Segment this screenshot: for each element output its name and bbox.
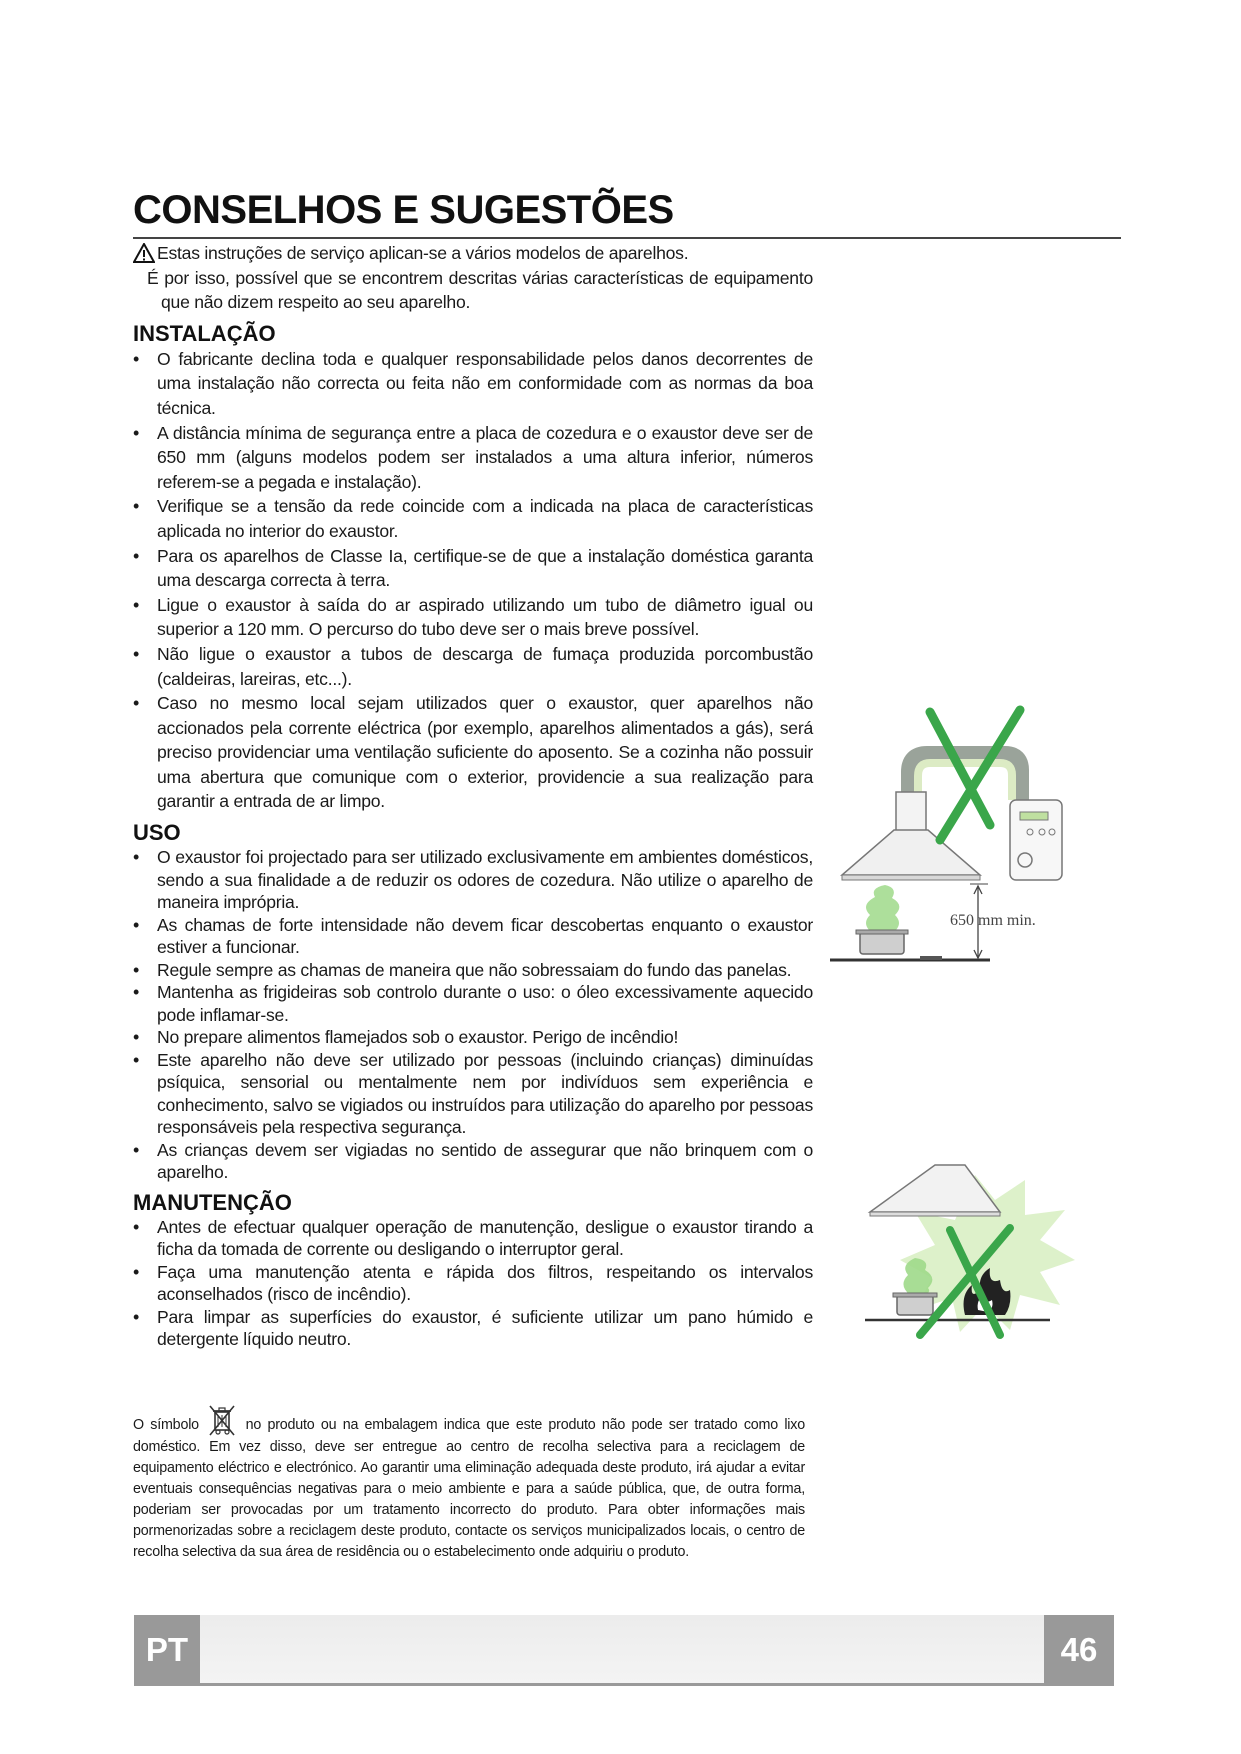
list-item: • As chamas de forte intensidade não devem ficar descobertas enquanto o exaustor estiver a funcionar. xyxy=(133,914,813,959)
list-item: • Caso no mesmo local sejam utilizados quer o exaustor, quer aparelhos não accionados pela corrente eléctrica (por exemplo, aparelhos alimentados a gás), será preciso providenciar uma ventilação suficiente do aposento. Se a cozinha não possuir uma abertura que comunique com o exterior, providencie a sua realização para garantir a entrada de ar limpo. xyxy=(133,691,813,814)
title-rule xyxy=(133,237,1121,239)
figure-no-flambe xyxy=(860,1160,1090,1340)
weee-notice xyxy=(133,1403,805,1563)
list-item: • O exaustor foi projectado para ser utilizado exclusivamente em ambientes domésticos, sendo a sua finalidade a de reduzir os odores de cozedura. Não utilize o aparelho de maneira imprópria. xyxy=(133,846,813,914)
list-item: • O fabricante declina toda e qualquer responsabilidade pelos danos decorrentes de uma instalação não correcta ou feita não em conformidade com as normas da boa técnica. xyxy=(133,347,813,421)
language-badge: PT xyxy=(134,1615,200,1685)
list-item: • Regule sempre as chamas de maneira que não sobressaiam do fundo das panelas. xyxy=(133,959,813,982)
dimension-label: 650 mm min. xyxy=(950,912,1036,929)
list-item: • Faça uma manutenção atenta e rápida dos filtros, respeitando os intervalos aconselhados (risco de incêndio). xyxy=(133,1261,813,1306)
footer-bar xyxy=(134,1615,1114,1685)
list-item: • Verifique se a tensão da rede coincide com a indicada na placa de características aplicada no interior do exaustor. xyxy=(133,494,813,543)
section-heading-instalacao: INSTALAÇÃO xyxy=(133,320,276,346)
list-item: • As crianças devem ser vigiadas no sentido de assegurar que não brinquem com o aparelho. xyxy=(133,1139,813,1184)
pot xyxy=(897,1295,933,1315)
section-heading-manutencao: MANUTENÇÃO xyxy=(133,1189,292,1215)
weee-text-before: O símbolo xyxy=(133,1417,199,1433)
list-uso xyxy=(133,846,813,1184)
list-item: • Ligue o exaustor à saída do ar aspirado utilizando um tubo de diâmetro igual ou superior a 120 mm. O percurso do tubo deve ser o mais breve possível. xyxy=(133,593,813,642)
page-title: CONSELHOS E SUGESTÕES xyxy=(133,188,674,232)
intro-line-2: É por isso, possível que se encontrem descritas várias características de equipamento que não dizem respeito ao seu aparelho. xyxy=(147,267,813,313)
figure-hood-clearance xyxy=(830,700,1090,975)
list-manutencao xyxy=(133,1216,813,1351)
footer-line xyxy=(134,1683,1114,1686)
content-column xyxy=(133,241,813,1351)
warning-icon xyxy=(133,243,155,263)
hood-canopy xyxy=(842,830,980,875)
weee-text-after: no produto ou na embalagem indica que este produto não pode ser tratado como lixo doméstico. Em vez disso, deve ser entregue ao centro de recolha selectiva para a reciclagem de equipamento eléctrico e electrónico. Ao garantir uma eliminação adequada deste produto, irá ajudar a evitar eventuais consequências negativas para o meio ambiente e para a saúde pública, que, de outra forma, poderiam ser provocadas por um tratamento incorrecto do produto. Para obter informações mais pormenorizadas sobre a reciclagem deste produto, contacte os serviços municipalizados locais, o centro de recolha selectiva da sua área de residência ou o estabelecimento onde adquiriu o produto. xyxy=(133,1417,805,1560)
crossed-bin-icon xyxy=(207,1403,237,1437)
section-heading-uso: USO xyxy=(133,820,181,846)
list-item: • Para os aparelhos de Classe Ia, certifique-se de que a instalação doméstica garanta uma descarga correcta à terra. xyxy=(133,544,813,593)
list-item: • Mantenha as frigideiras sob controlo durante o uso: o óleo excessivamente aquecido pode inflamar-se. xyxy=(133,981,813,1026)
intro-line-1 xyxy=(133,241,813,266)
intro xyxy=(133,241,813,315)
pot xyxy=(860,932,904,954)
list-item: • Para limpar as superfícies do exaustor, é suficiente utilizar um pano húmido e detergente líquido neutro. xyxy=(133,1306,813,1351)
list-item: • Este aparelho não deve ser utilizado por pessoas (incluindo crianças) diminuídas psíquica, sensorial ou mentalmente nem por indivíduos sem experiência e conhecimento, salvo se vigiados ou instruídos para utilização do aparelho por pessoas responsáveis pela respectiva segurança. xyxy=(133,1049,813,1139)
intro-text-1: Estas instruções de serviço aplican-se a vários modelos de aparelhos. xyxy=(157,243,689,263)
list-item: • A distância mínima de segurança entre a placa de cozedura e o exaustor deve ser de 650 mm (alguns modelos podem ser instalados a uma altura inferior, números referem-se a pegada e instalação). xyxy=(133,421,813,495)
list-instalacao xyxy=(133,347,813,814)
list-item: • Não ligue o exaustor a tubos de descarga de fumaça produzida porcombustão (caldeiras, lareiras, etc...). xyxy=(133,642,813,691)
page-number: 46 xyxy=(1044,1615,1114,1685)
list-item: • Antes de efectuar qualquer operação de manutenção, desligue o exaustor tirando a ficha da tomada de corrente ou desligando o interruptor geral. xyxy=(133,1216,813,1261)
list-item: • No prepare alimentos flamejados sob o exaustor. Perigo de incêndio! xyxy=(133,1026,813,1049)
hood-canopy xyxy=(870,1165,1000,1212)
hood-chimney xyxy=(896,792,926,832)
